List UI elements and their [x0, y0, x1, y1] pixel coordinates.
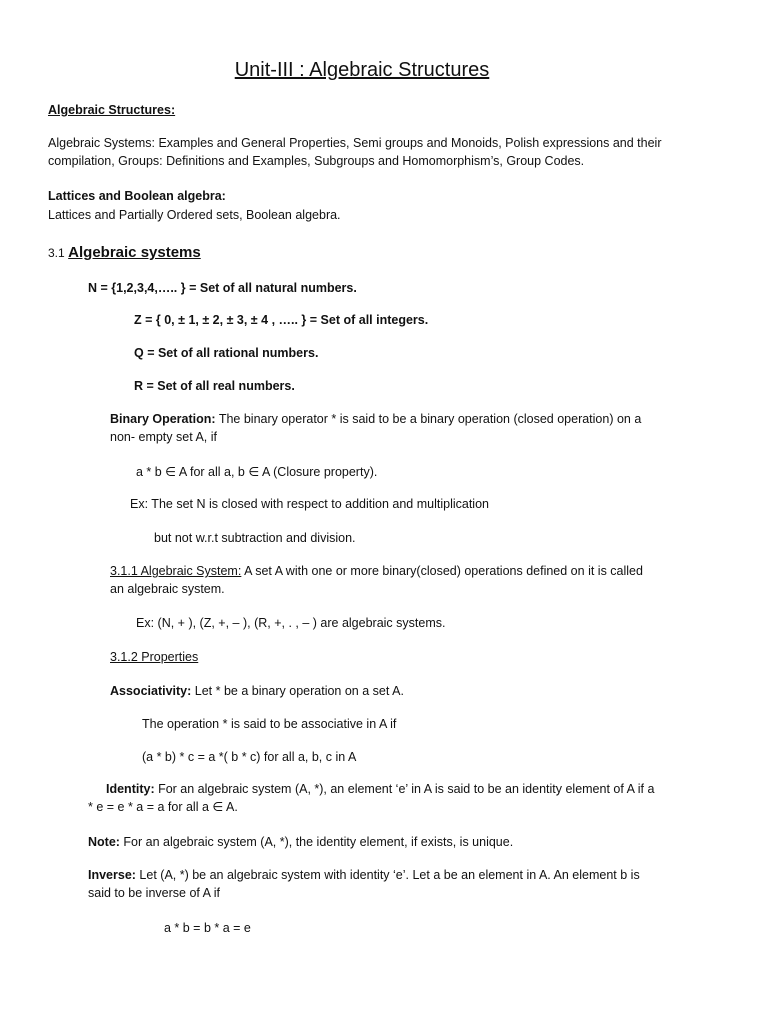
algebraic-system-definition — [110, 562, 650, 598]
note-label: Note: — [88, 835, 120, 849]
algebraic-structures-heading: Algebraic Structures: — [48, 103, 176, 117]
section-number: 3.1 — [48, 246, 65, 260]
algebraic-system-text: A set A with one or more binary(closed) operations defined on it is called an algebraic system. — [110, 564, 643, 597]
associativity-line-2: The operation * is said to be associative in A if — [142, 717, 397, 731]
note-text: For an algebraic system (A, *), the identity element, if exists, is unique. — [119, 835, 514, 849]
closure-property: a * b ∈ A for all a, b ∈ A (Closure property). — [136, 465, 378, 479]
identity-label: Identity: — [106, 782, 155, 796]
binary-operation-definition — [110, 410, 666, 446]
set-r: R = Set of all real numbers. — [134, 379, 295, 393]
section-heading-3-1 — [48, 242, 201, 264]
identity-text: For an algebraic system (A, *), an element ‘e’ in A is said to be an identity element of A if a * e = e * a = a for all a ∈ A. — [88, 782, 655, 815]
associativity-definition — [110, 682, 404, 700]
associativity-equation: (a * b) * c = a *( b * c) for all a, b, c in A — [142, 750, 357, 764]
closure-example-2: but not w.r.t subtraction and division. — [154, 531, 356, 545]
associativity-text: Let * be a binary operation on a set A. — [191, 684, 404, 698]
set-n: N = {1,2,3,4,….. } = Set of all natural numbers. — [88, 281, 357, 295]
inverse-equation: a * b = b * a = e — [164, 921, 251, 935]
inverse-label: Inverse: — [88, 868, 136, 882]
inverse-text: Let (A, *) be an algebraic system with identity ‘e’. Let a be an element in A. An element b is said to be inverse of A if — [88, 868, 640, 901]
section-title: Algebraic systems — [68, 244, 201, 261]
binary-operation-text: The binary operator * is said to be a binary operation (closed operation) on a non- empty set A, if — [110, 412, 642, 445]
closure-example-1: Ex: The set N is closed with respect to addition and multiplication — [130, 497, 489, 511]
lattices-heading: Lattices and Boolean algebra: — [48, 189, 226, 203]
set-q: Q = Set of all rational numbers. — [134, 346, 319, 360]
identity-definition — [88, 780, 660, 816]
algebraic-system-example: Ex: (N, + ), (Z, +, – ), (R, +, . , – ) are algebraic systems. — [136, 616, 446, 630]
algebraic-system-label: 3.1.1 Algebraic System: — [110, 564, 242, 578]
set-z: Z = { 0, ± 1, ± 2, ± 3, ± 4 , ….. } = Set of all integers. — [134, 313, 429, 327]
note-line — [88, 833, 513, 851]
binary-operation-label: Binary Operation: — [110, 412, 216, 426]
properties-heading: 3.1.2 Properties — [110, 650, 199, 664]
inverse-definition — [88, 866, 654, 902]
page-title: Unit-III : Algebraic Structures — [234, 59, 490, 81]
algebraic-structures-text: Algebraic Systems: Examples and General Properties, Semi groups and Monoids, Polish expressions and their compilation, Groups: Definitions and Examples, Subgroups and Homomorphism’s, Group Codes. — [48, 136, 662, 169]
lattices-text: Lattices and Partially Ordered sets, Boolean algebra. — [48, 208, 341, 222]
associativity-label: Associativity: — [110, 684, 192, 698]
